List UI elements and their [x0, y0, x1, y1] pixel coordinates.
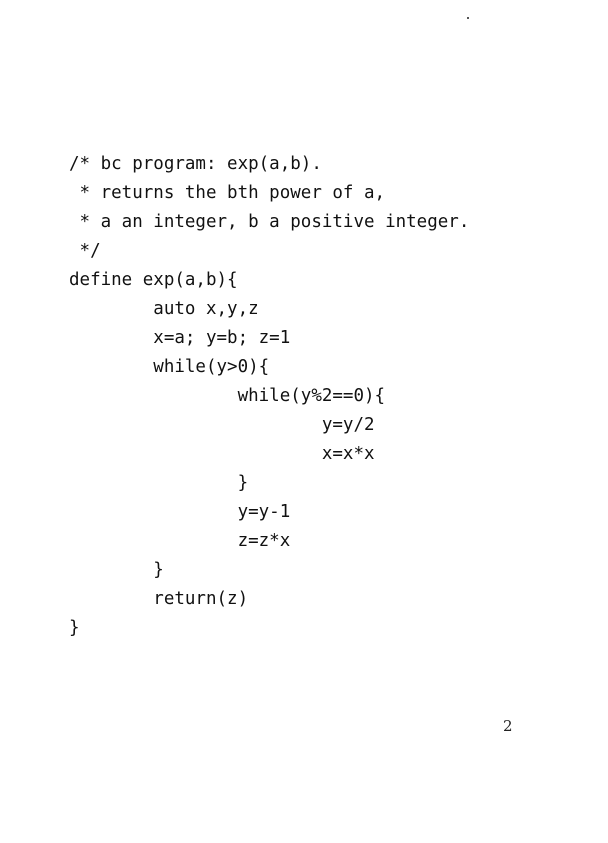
code-line-halve-y: y=y/2: [69, 415, 375, 435]
code-listing: [69, 150, 469, 643]
code-line-comment-open: /* bc program: exp(a,b).: [69, 154, 322, 174]
code-line-multiply-z: z=z*x: [69, 531, 291, 551]
code-line-comment-returns: * returns the bth power of a,: [69, 183, 386, 203]
code-line-comment-args: * a an integer, b a positive integer.: [69, 212, 470, 232]
code-line-inner-while: while(y%2==0){: [69, 386, 386, 406]
code-line-define: define exp(a,b){: [69, 270, 238, 290]
code-line-outer-while: while(y>0){: [69, 357, 270, 377]
code-line-square-x: x=x*x: [69, 444, 375, 464]
code-line-inner-close: }: [69, 473, 249, 493]
scan-speck: [467, 17, 469, 19]
code-line-outer-close: }: [69, 560, 164, 580]
code-line-comment-close: */: [69, 241, 101, 261]
code-line-return: return(z): [69, 589, 249, 609]
code-line-auto: auto x,y,z: [69, 299, 259, 319]
page-number: 2: [503, 717, 513, 735]
code-line-init: x=a; y=b; z=1: [69, 328, 291, 348]
code-line-define-close: }: [69, 618, 80, 638]
code-line-decrement-y: y=y-1: [69, 502, 291, 522]
